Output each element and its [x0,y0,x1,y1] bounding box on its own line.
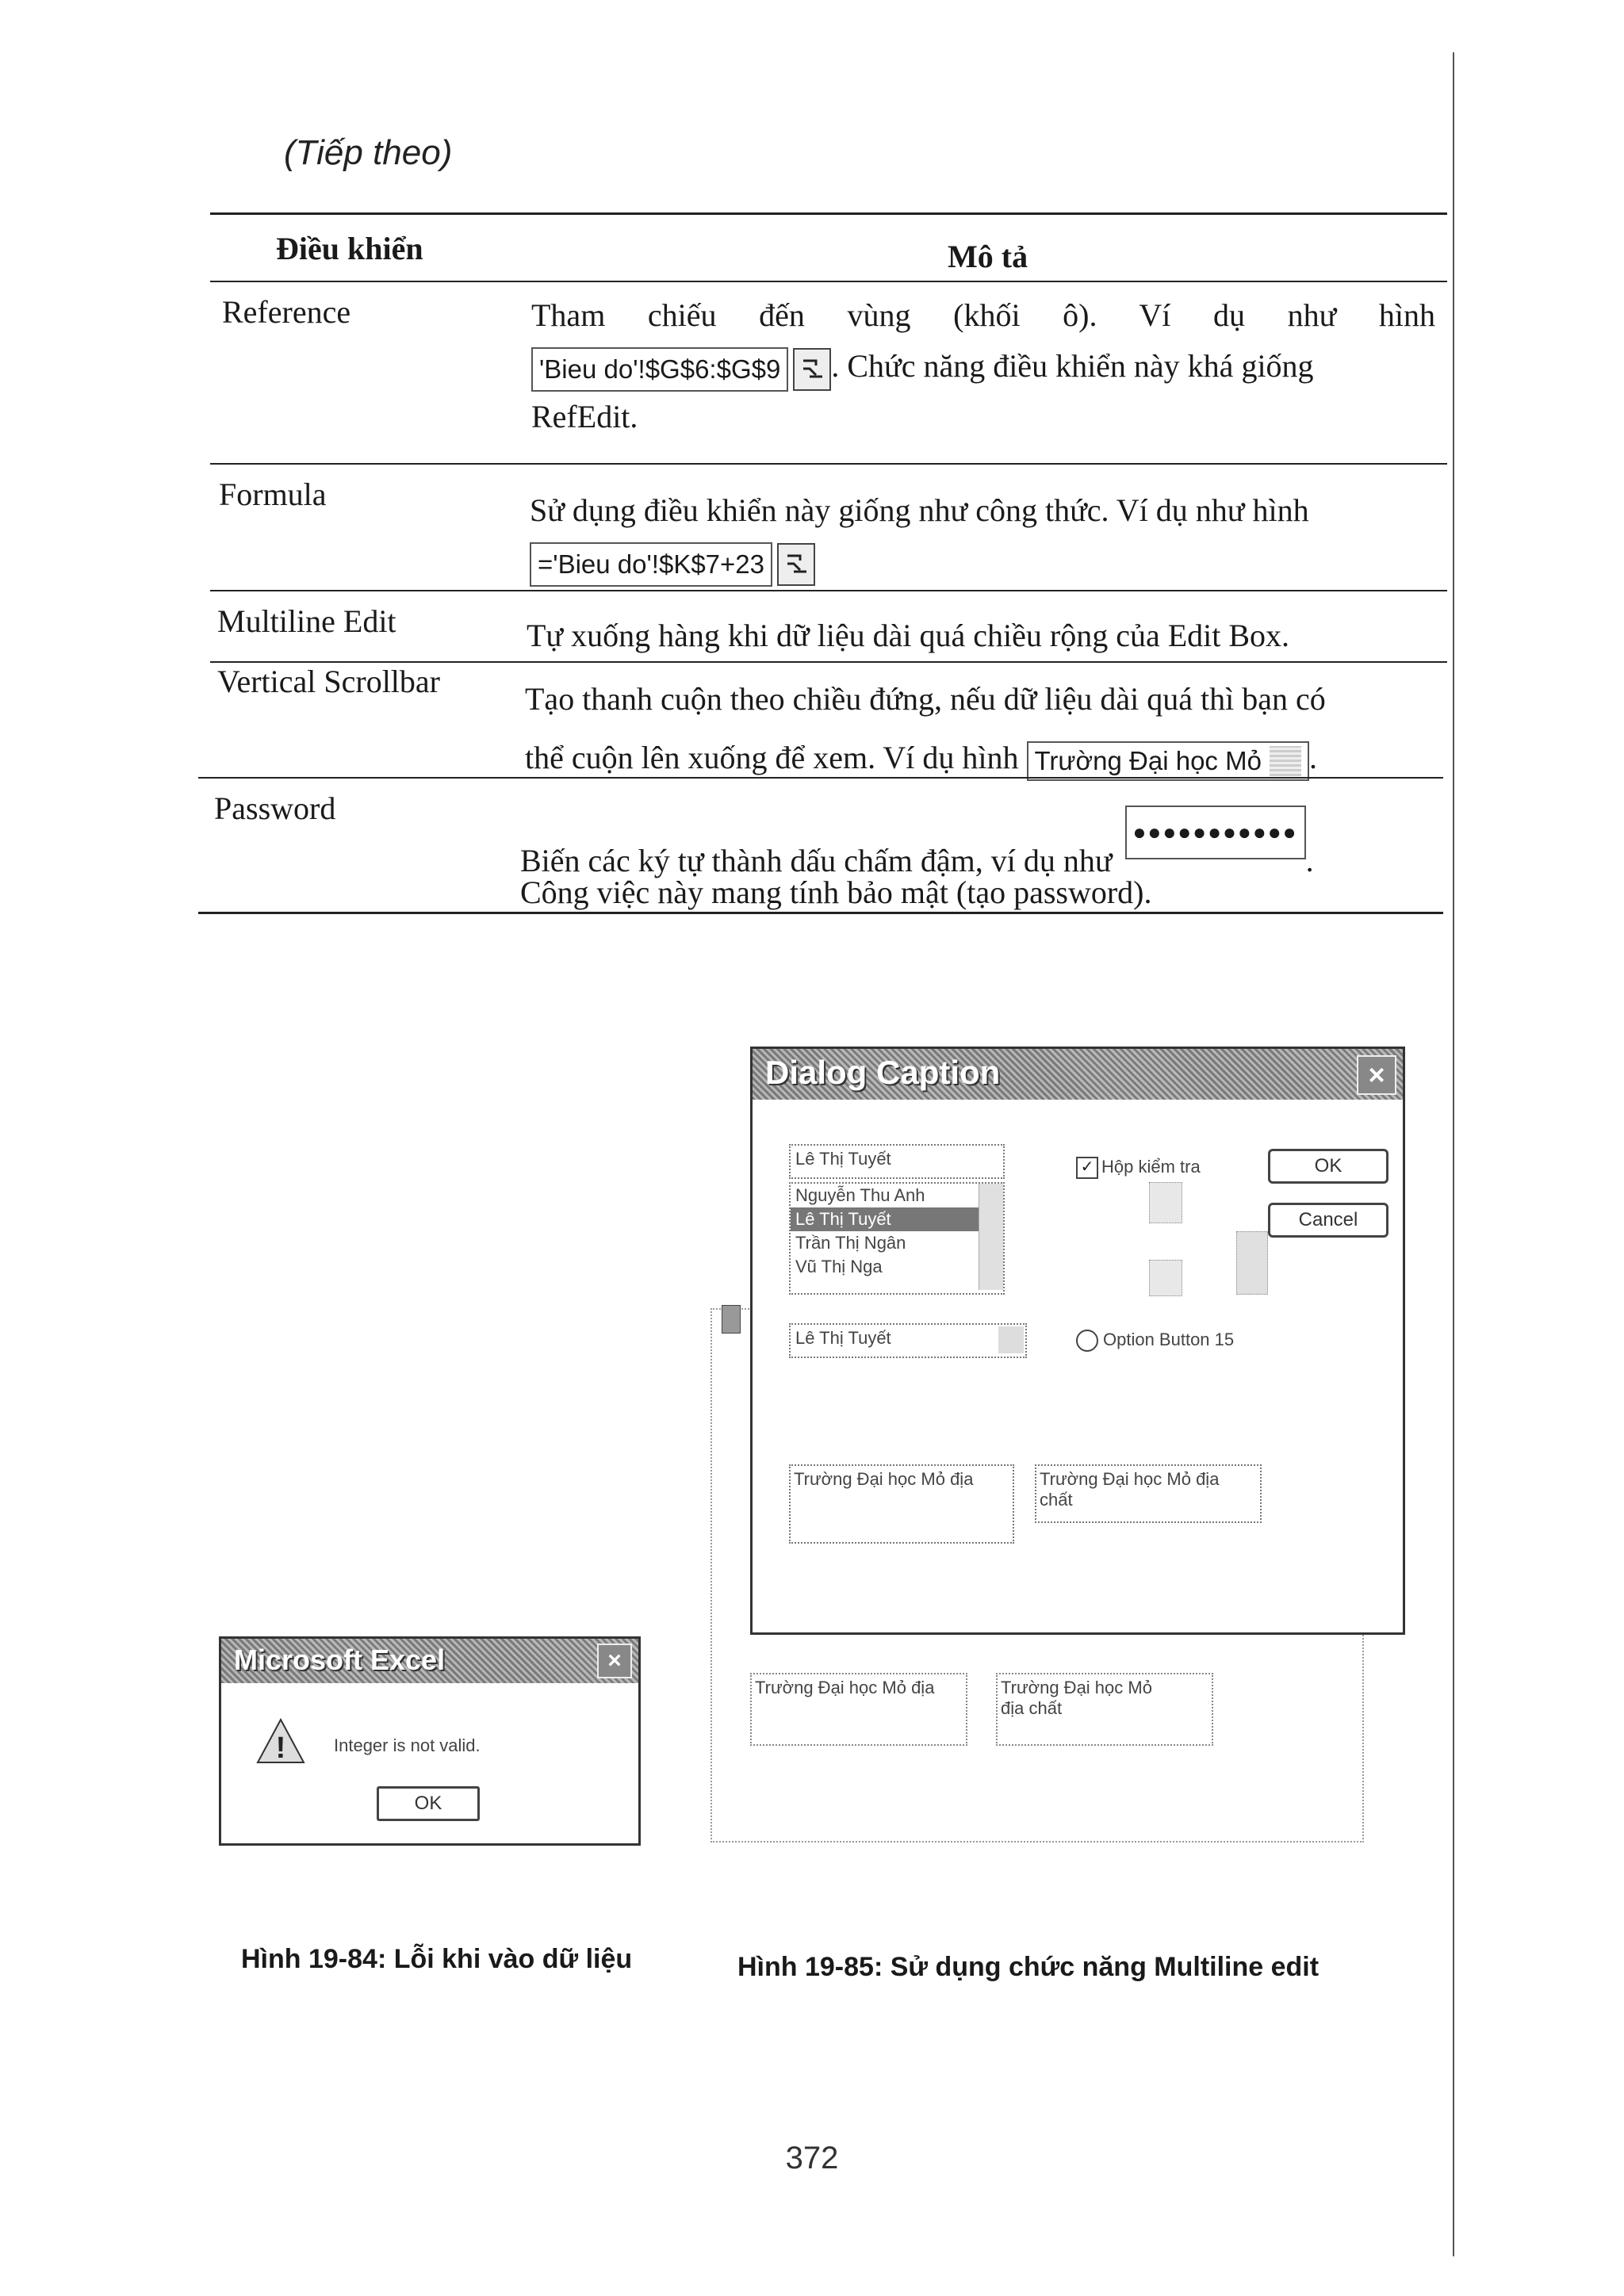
option-button-label: Option Button 15 [1103,1330,1235,1349]
row-rule-1 [210,463,1447,465]
behind-multiline-2: Trường Đại học Mỏ địa chất [996,1673,1213,1746]
reference-example-text: 'Bieu do'!$G$6:$G$9 [539,354,781,384]
dialog-caption-window [750,1047,1405,1635]
formula-desc-line2 [530,536,1442,587]
scrollbar-icon [1270,746,1301,776]
formula-example-text: ='Bieu do'!$K$7+23 [538,549,765,579]
row-password-desc [520,804,1448,918]
reference-desc-line2 [531,341,1435,392]
reference-desc-tail: . Chức năng điều khiển này khá giống [831,348,1314,384]
continued-label: (Tiếp theo) [284,133,453,172]
scrollbar-example-field [1027,741,1309,781]
excel-ok-button[interactable]: OK [377,1786,480,1821]
row-formula-desc [530,485,1442,587]
list-box[interactable] [789,1182,1005,1295]
reference-desc-line3: RefEdit. [531,399,638,434]
spin-button-1[interactable] [1149,1182,1182,1223]
dialog-titlebar [753,1049,1403,1100]
scrollbar-desc-line1: Tạo thanh cuộn theo chiều đứng, nếu dữ liệu dài quá thì bạn có [525,681,1326,717]
row-scrollbar-desc [525,674,1445,783]
collapse-icon [777,543,815,586]
header-control: Điều khiển [276,231,423,266]
cancel-button[interactable]: Cancel [1268,1203,1388,1238]
header-description: Mô tả [948,239,1028,274]
row-multiline-control: Multiline Edit [217,603,396,639]
vertical-spinner[interactable] [1236,1231,1268,1295]
collapse-icon [793,348,831,391]
row-rule-4 [198,777,1443,779]
row-formula-control: Formula [219,476,327,512]
warning-icon [256,1718,305,1764]
excel-error-dialog [219,1636,641,1846]
combo-input[interactable]: Lê Thị Tuyết [789,1144,1005,1179]
row-multiline-desc: Tự xuống hàng khi dữ liệu dài quá chiều rộng của Edit Box. [527,618,1290,653]
excel-titlebar [221,1639,638,1683]
page-right-border [1453,52,1454,2256]
caption-fig-19-85: Hình 19-85: Sử dụng chức năng Multiline edit [737,1952,1320,1982]
side-scroll-arrow[interactable] [722,1305,741,1334]
excel-title: Microsoft Excel [234,1644,446,1676]
caption-fig-19-84: Hình 19-84: Lỗi khi vào dữ liệu [241,1944,633,1974]
list-item-selected[interactable]: Lê Thị Tuyết [791,1207,1003,1231]
list-item[interactable]: Vũ Thị Nga [795,1257,883,1276]
chevron-down-icon[interactable] [998,1326,1024,1353]
reference-example-field [531,347,788,392]
multiline-figure [710,1039,1400,1844]
list-item[interactable]: Nguyễn Thu Anh [795,1185,925,1205]
password-example-text: ●●●●●●●●●●● [1132,819,1298,844]
row-reference-control: Reference [222,294,351,330]
row-password-control: Password [214,790,336,826]
row-scrollbar-control: Vertical Scrollbar [217,664,440,699]
reference-desc-line1: Tham chiếu đến vùng (khối ô). Ví dụ như hình [531,297,1435,333]
close-icon[interactable]: × [1357,1055,1396,1095]
password-desc-line2: Công việc này mang tính bảo mật (tạo password). [520,874,1152,910]
table-bottom-rule [198,912,1443,914]
dropdown-select[interactable]: Lê Thị Tuyết [789,1323,1027,1358]
password-desc-line1 [520,804,1448,878]
list-item[interactable]: Trần Thị Ngân [795,1233,906,1253]
row-reference-desc [531,290,1435,442]
password-desc-text: Biến các ký tự thành dấu chấm đậm, ví dụ như [520,843,1113,878]
radio-button[interactable] [1076,1330,1098,1352]
scrollbar-example-text: Trường Đại học Mỏ [1034,745,1262,775]
row-rule-2 [210,590,1447,591]
list-scrollbar[interactable] [979,1184,1003,1290]
multiline-edit-1[interactable]: Trường Đại học Mỏ địa [789,1464,1014,1544]
table-top-rule [210,212,1447,215]
svg-text:!: ! [275,1732,286,1764]
scrollbar-desc-end: . [1308,740,1317,775]
scrollbar-desc-line2 [525,733,1445,783]
multiline-edit-2[interactable]: Trường Đại học Mỏ địa chất [1035,1464,1262,1523]
behind-multiline-1: Trường Đại học Mỏ địa [750,1673,967,1746]
close-icon[interactable]: × [597,1644,632,1678]
formula-desc-line1: Sử dụng điều khiển này giống như công thức. Ví dụ như hình [530,492,1309,528]
header-rule [210,281,1447,282]
spin-button-2[interactable] [1149,1260,1182,1296]
password-example-field [1125,806,1306,859]
password-desc-end: . [1305,843,1314,878]
scrollbar-desc-text: thể cuộn lên xuống để xem. Ví dụ hình [525,740,1019,775]
formula-example-field [530,542,772,587]
checkbox-label: Hộp kiểm tra [1101,1157,1201,1177]
ok-button[interactable]: OK [1268,1149,1388,1184]
dialog-title: Dialog Caption [765,1054,1001,1091]
page-number: 372 [785,2141,839,2175]
excel-message: Integer is not valid. [334,1735,481,1755]
checkbox[interactable]: ✓ [1076,1157,1098,1179]
